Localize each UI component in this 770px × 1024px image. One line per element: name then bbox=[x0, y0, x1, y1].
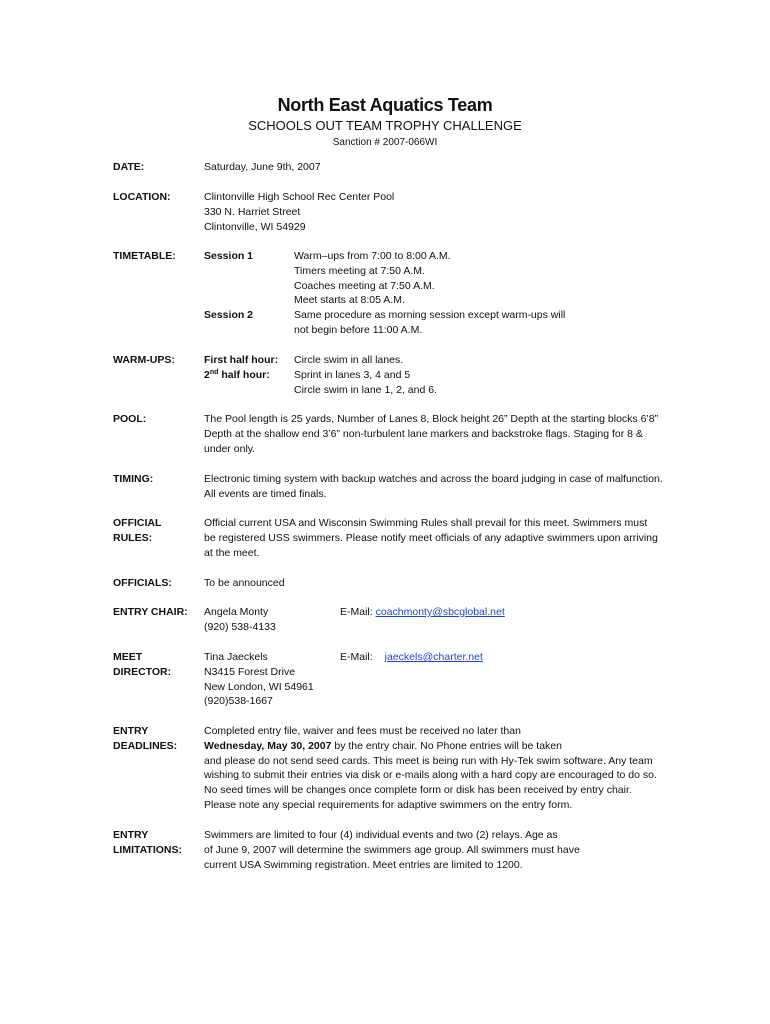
sanction-number: Sanction # 2007-066WI bbox=[332, 137, 438, 148]
entry-chair-line: Angela Monty bbox=[204, 606, 269, 618]
deadlines-line: wishing to submit their entries via disk or e-mails along with a hard copy are encouraged to do so. bbox=[204, 769, 657, 782]
deadlines-label: ENTRY DEADLINES: bbox=[113, 725, 178, 752]
rules-label: OFFICIAL RULES: bbox=[113, 517, 162, 544]
session-line: Warm–ups from 7:00 to 8:00 A.M. bbox=[294, 250, 451, 262]
timing-value bbox=[204, 472, 664, 502]
entry-chair-line: (920) 538-4133 bbox=[204, 620, 276, 633]
warmup-line: Circle swim in all lanes. bbox=[294, 354, 404, 366]
entry-chair-contact bbox=[204, 605, 334, 635]
location-value bbox=[204, 190, 664, 234]
date-label: DATE: bbox=[113, 161, 145, 173]
timing-line: All events are timed finals. bbox=[204, 487, 327, 500]
session-2-label: Session 2 bbox=[204, 309, 254, 321]
entry-chair-label: ENTRY CHAIR: bbox=[113, 606, 188, 618]
deadlines-value bbox=[204, 724, 664, 813]
meet-director-line: N3415 Forest Drive bbox=[204, 665, 296, 678]
pool-line: The Pool length is 25 yards, Number of Lanes 8, Block height 26” Depth at the starting blocks 6’8” bbox=[204, 413, 659, 425]
meet-director-line: (920)538-1667 bbox=[204, 695, 273, 708]
meet-director-line: Tina Jaeckels bbox=[204, 651, 268, 663]
rules-line: Official current USA and Wisconsin Swimming Rules shall prevail for this meet. Swimmers must bbox=[204, 517, 648, 529]
document-title: North East Aquatics Team bbox=[277, 95, 493, 115]
document-subtitle: SCHOOLS OUT TEAM TROPHY CHALLENGE bbox=[248, 118, 522, 133]
warmups-details bbox=[294, 353, 674, 397]
location-line: 330 N. Harriet Street bbox=[204, 205, 301, 218]
session-line: not begin before 11:00 A.M. bbox=[294, 323, 423, 336]
rules-line: at the meet. bbox=[204, 546, 260, 559]
deadlines-line: and please do not send seed cards. This meet is being run with Hy-Tek swim software. Any team bbox=[204, 754, 653, 767]
pool-line: under only. bbox=[204, 442, 256, 455]
officials-label: OFFICIALS: bbox=[113, 577, 172, 589]
session-line: Meet starts at 8:05 A.M. bbox=[294, 294, 405, 307]
limitations-line: of June 9, 2007 will determine the swimmers age group. All swimmers must have bbox=[204, 843, 580, 856]
session-line: Timers meeting at 7:50 A.M. bbox=[294, 264, 425, 277]
session-line: Coaches meeting at 7:50 A.M. bbox=[294, 279, 435, 292]
meet-director-email-label: E-Mail: bbox=[340, 651, 373, 663]
rules-line: be registered USS swimmers. Please notify meet officials of any adaptive swimmers upon arriving bbox=[204, 531, 658, 544]
session-1-details bbox=[294, 249, 674, 308]
warmup-line: Circle swim in lane 1, 2, and 6. bbox=[294, 383, 437, 396]
meet-director-contact bbox=[204, 650, 334, 709]
limitations-value bbox=[204, 828, 664, 872]
location-line: Clintonville High School Rec Center Pool bbox=[204, 191, 395, 203]
pool-value bbox=[204, 412, 664, 456]
warmups-label: WARM-UPS: bbox=[113, 354, 175, 366]
entry-chair-email-link[interactable]: coachmonty@sbcglobal.net bbox=[375, 606, 505, 618]
meet-director-email bbox=[340, 650, 483, 665]
deadlines-line: Please note any special requirements for adaptive swimmers on the entry form. bbox=[204, 798, 573, 811]
limitations-line: Swimmers are limited to four (4) individual events and two (2) relays. Age as bbox=[204, 829, 558, 841]
pool-line: Depth at the shallow end 3’6” non-turbulent lane markers and backstroke flags. Staging for 8 & bbox=[204, 427, 643, 440]
date-value: Saturday, June 9th, 2007 bbox=[204, 161, 321, 173]
limitations-line: current USA Swimming registration. Meet entries are limited to 1200. bbox=[204, 858, 523, 871]
officials-value: To be announced bbox=[204, 577, 285, 589]
entry-chair-email bbox=[340, 605, 505, 620]
limitations-label: ENTRY LIMITATIONS: bbox=[113, 829, 183, 856]
meet-director-line: New London, WI 54961 bbox=[204, 680, 314, 693]
session-line: Same procedure as morning session except warm-ups will bbox=[294, 309, 566, 321]
timing-label: TIMING: bbox=[113, 473, 154, 485]
warmups-second-half-label: 2nd half hour: bbox=[204, 369, 270, 381]
session-1-label: Session 1 bbox=[204, 250, 254, 262]
timetable-label: TIMETABLE: bbox=[113, 250, 176, 262]
deadlines-line: No seed times will be changes once complete form or disk has been received by entry chair. bbox=[204, 784, 632, 797]
location-line: Clintonville, WI 54929 bbox=[204, 220, 306, 233]
timing-line: Electronic timing system with backup watches and across the board judging in case of malfunction. bbox=[204, 473, 663, 485]
entry-chair-email-label: E-Mail: bbox=[340, 606, 376, 618]
meet-director-label: MEET DIRECTOR: bbox=[113, 651, 172, 678]
session-2-details bbox=[294, 308, 674, 338]
deadlines-line: Wednesday, May 30, 2007 by the entry chair. No Phone entries will be taken bbox=[204, 739, 562, 752]
location-label: LOCATION: bbox=[113, 191, 171, 203]
rules-value bbox=[204, 516, 664, 560]
warmup-line: Sprint in lanes 3, 4 and 5 bbox=[294, 368, 411, 381]
pool-label: POOL: bbox=[113, 413, 147, 425]
deadlines-line: Completed entry file, waiver and fees must be received no later than bbox=[204, 725, 521, 737]
warmups-first-half-label: First half hour: bbox=[204, 354, 279, 366]
meet-director-email-link[interactable]: jaeckels@charter.net bbox=[384, 651, 483, 663]
